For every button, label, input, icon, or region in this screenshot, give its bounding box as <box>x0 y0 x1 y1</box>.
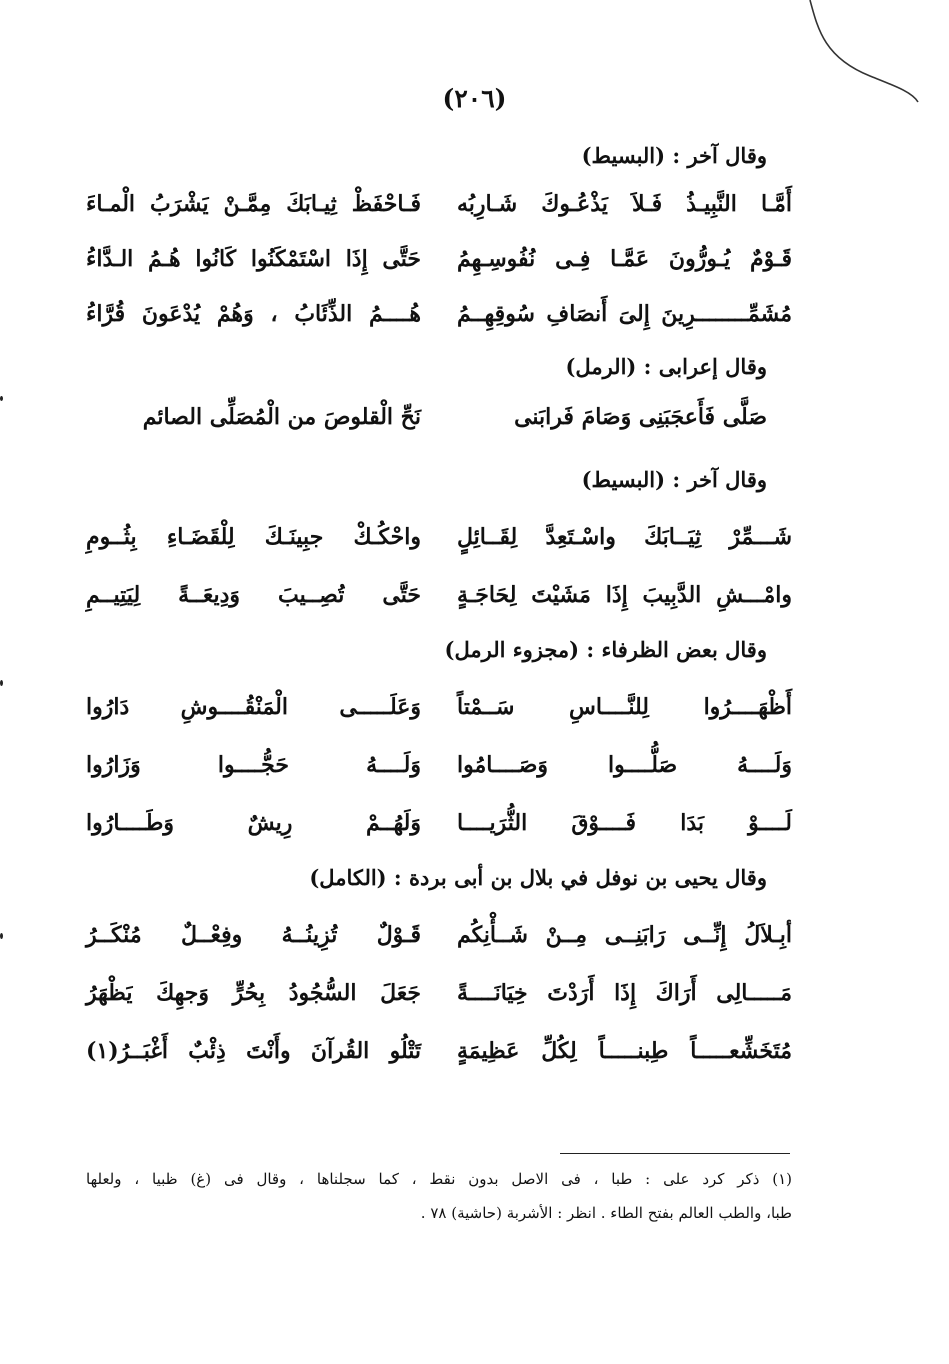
second-hemistich: هُــــمُ الذِّئَابُ ، وَهُمْ يُدْعَونَ قُرَّاءُ <box>86 300 421 327</box>
second-hemistich: وَعَلَـــــى الْمَنْقُــــوشِ دَارُوا <box>86 694 421 720</box>
first-hemistich: صَلَّى فَأَعجَبَنِى وَصَامَ فَرابَنى <box>514 404 767 430</box>
poem-section-1 <box>86 136 792 341</box>
verse-line <box>86 176 792 231</box>
first-hemistich: مُشَمِّــــــــرِينَ إِلىَ أَنصَافِ سُوقِهِــمُ <box>457 300 792 327</box>
verse-line <box>86 387 792 447</box>
verse-line <box>86 231 792 286</box>
poem-section-3 <box>86 460 792 624</box>
second-hemistich: حَتَّى إِذَا اسْتَمْكَنُوا كَانُوا هُـمُ الـدَّاءُ <box>86 245 421 272</box>
scan-mark <box>0 680 3 686</box>
footnote-line-1: (١) ذكر كرد على : طبا ، فى الاصل بدون نقط ، كما سجلناها ، وقال فى (غ) ظبيا ، ولعلها <box>86 1170 792 1188</box>
verse-line <box>86 1022 792 1080</box>
verse-line <box>86 906 792 964</box>
second-hemistich: وَلَهُــمْ رِيشٌ وَطَــــارُوا <box>86 810 421 836</box>
poem-section-4 <box>86 630 792 852</box>
second-hemistich: وَلَــــهُ حَجُّــــوا وَزَارُوا <box>86 752 421 778</box>
first-hemistich: مَـــــالِى أَرَاكَ إِذَا أَرَدْتَ خِيَانَــــةً <box>457 980 792 1006</box>
page-number: (٢٠٦) <box>442 84 507 113</box>
footnote <box>86 1162 792 1230</box>
second-hemistich: جَعَلَ السُّجُودُ بِحُرٍّ وَجهِكَ يَظْهَرُ <box>86 980 421 1006</box>
first-hemistich: قَـوْمٌ يُـورُّونَ عَمَّـا فِـى نُفُوسِـهِمُ <box>457 245 792 272</box>
verse-line <box>86 508 792 566</box>
second-hemistich: حَتَّى تُصِــيبَ وَدِيعَــةً لِيَتِيــمِ <box>86 582 421 608</box>
verse-line <box>86 566 792 624</box>
poem-section-2 <box>86 347 792 447</box>
section-intro: وقال آخر : (البسيط) <box>581 467 767 492</box>
footnote-line-2: طبا، والطب العالم بفتح الطاء . انظر : الأشربة (حاشية) ٧٨ . <box>420 1204 792 1222</box>
scan-mark <box>0 396 3 401</box>
first-hemistich: أبِـلاَلُ إِنِّــى رَابَنِــى مِــنْ شَــأْنِكُم <box>457 922 792 948</box>
verse-line <box>86 964 792 1022</box>
section-intro: وقال إعرابى : (الرمل) <box>565 354 767 379</box>
verse-line <box>86 794 792 852</box>
second-hemistich: تَتْلُو القُرآنَ وأَنْتَ ذِئْبٌ أَغْبَــرُ(١) <box>86 1038 421 1064</box>
section-intro: وقال آخر : (البسيط) <box>581 143 767 168</box>
scan-mark <box>0 933 3 939</box>
poem-section-5 <box>86 858 792 1080</box>
second-hemistich: قَـوْلٌ تُزِينُــهُ وفِعْــلٌ مُنْكَــرُ <box>86 922 421 948</box>
first-hemistich: وامْـــشِ الدَّبِيبَ إِذَا مَشَيْتَ لِحَاجَـةٍ <box>457 582 792 608</box>
first-hemistich: شَـــمِّرْ ثِيَــابَكَ واسْـتَعِدَّ لِقَــائِلٍ <box>457 524 792 550</box>
first-hemistich: وَلَــــهُ صَلُّــــوا وَصَــــامُوا <box>457 752 792 778</box>
second-hemistich: فَـاحْفَظْ ثِيـابَكَ مِمَّـنْ يَشْرَبُ الْمـاءَ <box>86 190 421 217</box>
footnote-divider <box>560 1153 790 1154</box>
second-hemistich: واحْكُـكْ جبِينَـكَ لِلْقَضَـاءِ بِثُــومِ <box>86 524 421 550</box>
section-intro: وقال بعض الظرفاء : (مجزوء الرمل) <box>444 637 767 662</box>
verse-line <box>86 736 792 794</box>
first-hemistich: مُتَخَشِّعـــــاً طِبنـــــاً لِكُلِّ عَظِيمَةٍ <box>457 1038 792 1064</box>
verse-line <box>86 286 792 341</box>
first-hemistich: أَظْهَــــرُوا لِلنَّــــاسِ سَــمْتاً <box>457 694 792 720</box>
first-hemistich: لَــــوْ بَدَا فَــــوْقَ الثُّرَيــــا <box>457 810 792 836</box>
section-intro: وقال يحيى بن نوفل في بلال بن أبى بردة : (الكامل) <box>309 865 767 890</box>
second-hemistich: نَحِّ الْقلوصَ من الْمُصَلِّى الصائم <box>142 404 421 430</box>
verse-line <box>86 678 792 736</box>
first-hemistich: أَمَّـا النَّبِيـذُ فَـلاَ يَذْعُـوكَ شَـارِبُه <box>457 190 792 217</box>
